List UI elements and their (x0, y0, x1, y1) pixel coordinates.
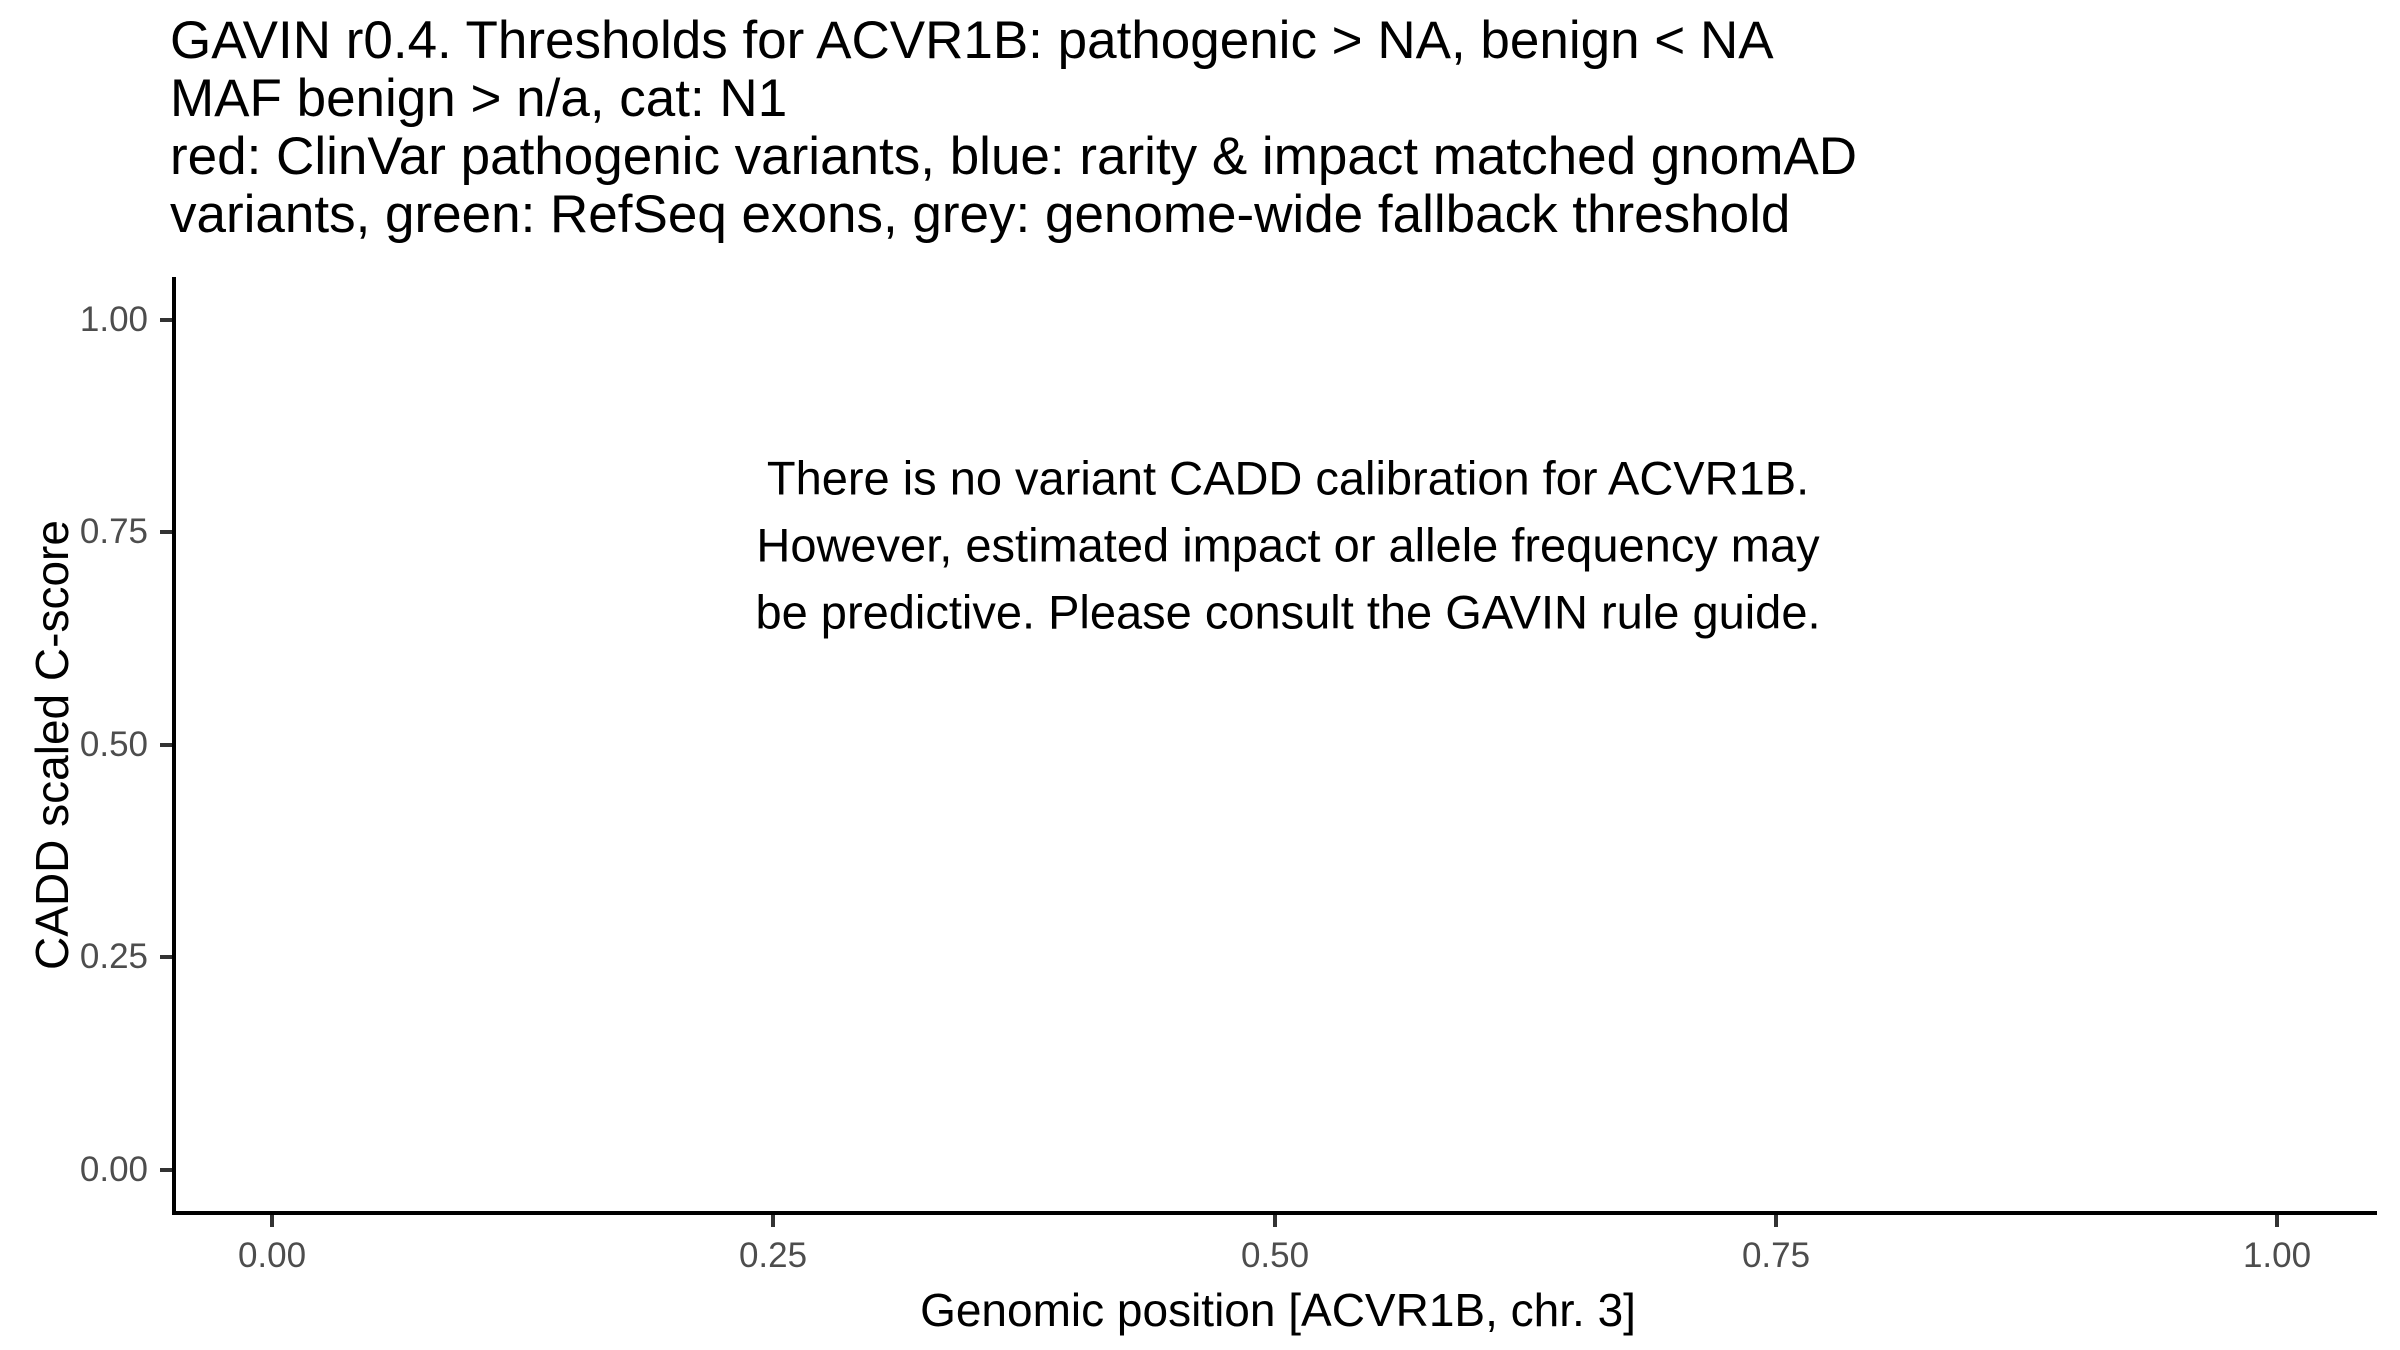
plot-title-line-3: red: ClinVar pathogenic variants, blue: rarity & impact matched gnomAD (170, 127, 1857, 186)
annotation-line-3: be predictive. Please consult the GAVIN rule guide. (755, 585, 1821, 639)
no-calibration-annotation (755, 445, 1820, 646)
y-axis-title: CADD scaled C-score (26, 520, 78, 970)
x-axis-tick-label: 0.25 (738, 1236, 808, 1275)
plot-title (170, 12, 1857, 244)
y-axis-tick (160, 318, 172, 322)
plot-title-line-1: GAVIN r0.4. Thresholds for ACVR1B: pathogenic > NA, benign < NA (170, 11, 1774, 70)
plot-panel (172, 277, 2377, 1215)
y-axis-tick (160, 530, 172, 534)
y-axis-tick-label: 1.00 (79, 300, 148, 339)
x-axis-tick-label: 0.00 (237, 1236, 307, 1275)
annotation-line-1: There is no variant CADD calibration for ACVR1B. (766, 451, 1810, 505)
x-axis-tick-label: 0.75 (1741, 1236, 1811, 1275)
x-axis-tick-label: 0.50 (1240, 1236, 1310, 1275)
y-axis-tick (160, 743, 172, 747)
x-axis-tick (771, 1215, 775, 1227)
x-axis-title: Genomic position [ACVR1B, chr. 3] (920, 1284, 1636, 1336)
plot-title-line-4: variants, green: RefSeq exons, grey: genome-wide fallback threshold (170, 185, 1791, 244)
x-axis-tick (1774, 1215, 1778, 1227)
x-axis-tick (270, 1215, 274, 1227)
x-axis-tick-label: 1.00 (2242, 1236, 2312, 1275)
y-axis-tick (160, 955, 172, 959)
x-axis-tick (1273, 1215, 1277, 1227)
y-axis-tick-label: 0.75 (79, 512, 148, 551)
y-axis-tick-label: 0.00 (79, 1150, 148, 1189)
y-axis-tick (160, 1168, 172, 1172)
x-axis-tick (2275, 1215, 2279, 1227)
y-axis-tick-label: 0.25 (79, 937, 148, 976)
y-axis-tick-label: 0.50 (79, 725, 148, 764)
plot-title-line-2: MAF benign > n/a, cat: N1 (170, 69, 788, 128)
annotation-line-2: However, estimated impact or allele frequency may (756, 518, 1820, 572)
